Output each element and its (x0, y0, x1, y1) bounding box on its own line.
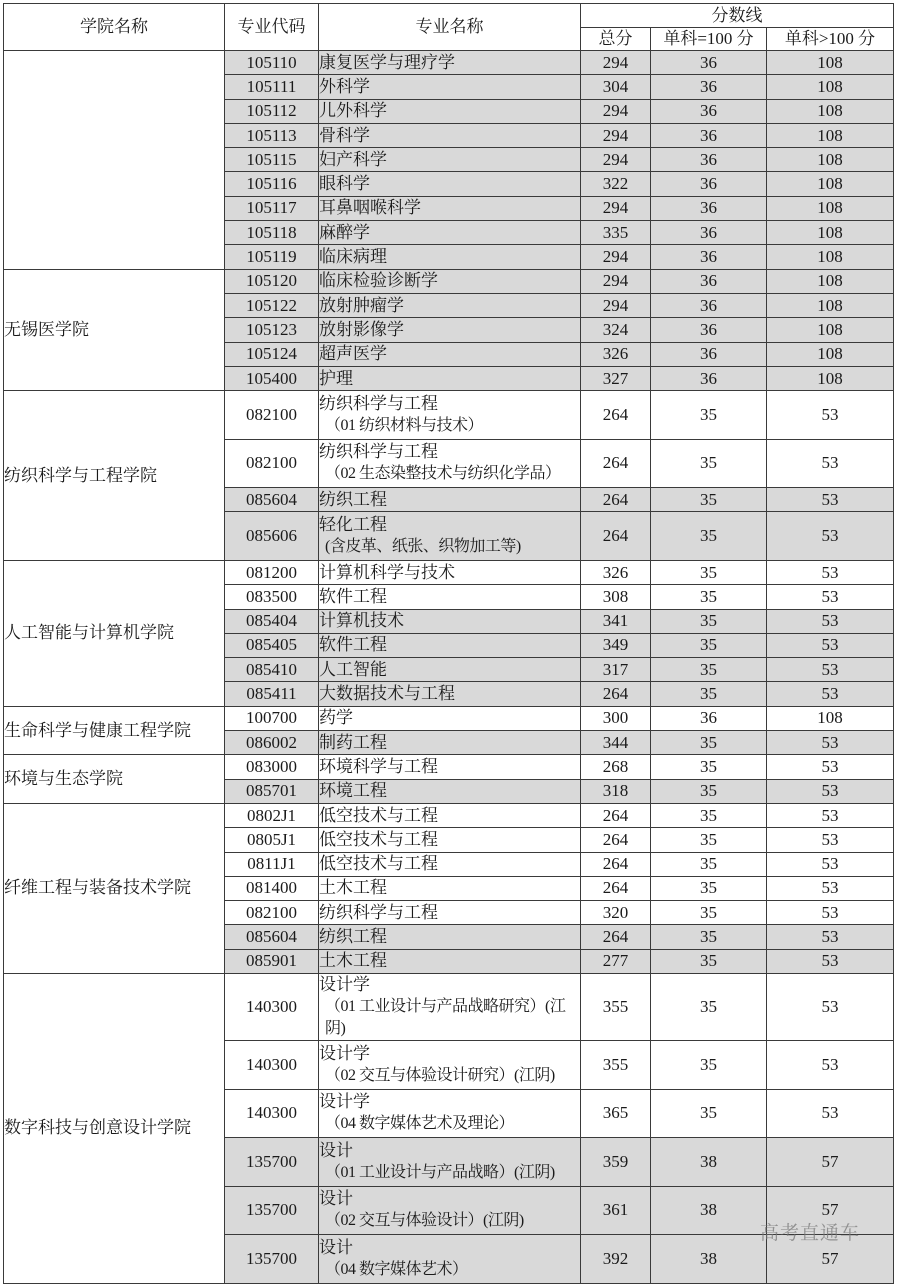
single-eq-100-cell: 36 (651, 269, 767, 293)
single-gt-100-cell: 108 (767, 148, 894, 172)
table-row (4, 974, 894, 1041)
total-score-cell: 294 (581, 293, 651, 317)
header-single-gt-100: 单科>100 分 (767, 28, 894, 51)
total-score-cell: 349 (581, 633, 651, 657)
major-name-cell: 纺织工程 (319, 925, 581, 949)
total-score-cell: 264 (581, 925, 651, 949)
single-gt-100-cell: 53 (767, 488, 894, 512)
major-name-cell (319, 1041, 581, 1090)
total-score-cell: 294 (581, 148, 651, 172)
total-score-cell: 268 (581, 755, 651, 779)
single-gt-100-cell: 53 (767, 1041, 894, 1090)
single-eq-100-cell: 35 (651, 901, 767, 925)
college-name-cell: 无锡医学院 (4, 269, 225, 390)
single-eq-100-cell: 35 (651, 658, 767, 682)
table-row (4, 706, 894, 730)
major-name: 纺织科学与工程 (319, 393, 438, 413)
major-name-cell: 制药工程 (319, 731, 581, 755)
major-name: 纺织科学与工程 (319, 442, 438, 462)
total-score-cell: 327 (581, 366, 651, 390)
single-gt-100-cell: 57 (767, 1186, 894, 1235)
major-code-cell: 085606 (225, 512, 319, 561)
major-code-cell: 105110 (225, 51, 319, 75)
total-score-cell: 355 (581, 974, 651, 1041)
major-code-cell: 085604 (225, 488, 319, 512)
major-name-cell (319, 1186, 581, 1235)
major-name-cell: 土木工程 (319, 949, 581, 973)
major-code-cell: 081200 (225, 560, 319, 584)
single-eq-100-cell: 35 (651, 974, 767, 1041)
single-gt-100-cell: 57 (767, 1235, 894, 1284)
major-code-cell: 083500 (225, 585, 319, 609)
single-eq-100-cell: 35 (651, 755, 767, 779)
major-name-cell (319, 439, 581, 488)
single-gt-100-cell: 108 (767, 245, 894, 269)
single-eq-100-cell: 36 (651, 221, 767, 245)
single-eq-100-cell: 36 (651, 99, 767, 123)
major-code-cell: 082100 (225, 391, 319, 440)
total-score-cell: 264 (581, 803, 651, 827)
total-score-cell: 264 (581, 876, 651, 900)
total-score-cell: 300 (581, 706, 651, 730)
total-score-cell: 365 (581, 1089, 651, 1138)
major-name-cell: 大数据技术与工程 (319, 682, 581, 706)
major-name-cell: 康复医学与理疗学 (319, 51, 581, 75)
single-eq-100-cell: 35 (651, 779, 767, 803)
major-code-cell: 085410 (225, 658, 319, 682)
major-name-cell: 临床病理 (319, 245, 581, 269)
total-score-cell: 264 (581, 391, 651, 440)
single-gt-100-cell: 53 (767, 901, 894, 925)
score-line-table (3, 3, 894, 1284)
major-code-cell: 105117 (225, 196, 319, 220)
single-gt-100-cell: 108 (767, 342, 894, 366)
major-direction: (含皮革、纸张、织物加工等) (325, 538, 521, 556)
single-gt-100-cell: 53 (767, 682, 894, 706)
total-score-cell: 294 (581, 245, 651, 269)
college-name-cell: 人工智能与计算机学院 (4, 560, 225, 706)
single-gt-100-cell: 53 (767, 560, 894, 584)
single-gt-100-cell: 53 (767, 925, 894, 949)
total-score-cell: 294 (581, 99, 651, 123)
major-direction: （02 交互与体验设计研究）(江阴) (325, 1066, 555, 1084)
total-score-cell: 322 (581, 172, 651, 196)
major-name-cell: 人工智能 (319, 658, 581, 682)
major-name-cell (319, 1138, 581, 1187)
total-score-cell: 341 (581, 609, 651, 633)
major-name-cell: 低空技术与工程 (319, 803, 581, 827)
single-gt-100-cell: 53 (767, 852, 894, 876)
single-gt-100-cell: 53 (767, 512, 894, 561)
major-code-cell: 105122 (225, 293, 319, 317)
college-name-cell (4, 51, 225, 270)
single-eq-100-cell: 36 (651, 123, 767, 147)
single-gt-100-cell: 108 (767, 75, 894, 99)
major-code-cell: 140300 (225, 974, 319, 1041)
major-name-cell: 放射影像学 (319, 318, 581, 342)
major-code-cell: 085404 (225, 609, 319, 633)
major-name-cell (319, 974, 581, 1041)
major-code-cell: 105119 (225, 245, 319, 269)
total-score-cell: 326 (581, 342, 651, 366)
college-name-cell: 纤维工程与装备技术学院 (4, 803, 225, 973)
major-direction: （01 工业设计与产品战略研究）(江阴) (325, 998, 566, 1037)
single-gt-100-cell: 53 (767, 658, 894, 682)
total-score-cell: 308 (581, 585, 651, 609)
major-name-cell: 骨科学 (319, 123, 581, 147)
major-name-cell: 儿外科学 (319, 99, 581, 123)
single-eq-100-cell: 35 (651, 803, 767, 827)
single-eq-100-cell: 36 (651, 245, 767, 269)
major-code-cell: 140300 (225, 1041, 319, 1090)
single-eq-100-cell: 35 (651, 1089, 767, 1138)
major-name: 设计 (319, 1237, 353, 1257)
total-score-cell: 392 (581, 1235, 651, 1284)
major-name-cell: 软件工程 (319, 633, 581, 657)
major-code-cell: 105120 (225, 269, 319, 293)
college-name-cell: 生命科学与健康工程学院 (4, 706, 225, 755)
single-gt-100-cell: 53 (767, 949, 894, 973)
total-score-cell: 264 (581, 512, 651, 561)
major-code-cell: 135700 (225, 1235, 319, 1284)
major-name-cell: 环境工程 (319, 779, 581, 803)
header-major-name: 专业名称 (319, 4, 581, 51)
total-score-cell: 359 (581, 1138, 651, 1187)
header-score-line: 分数线 (581, 4, 894, 28)
single-gt-100-cell: 53 (767, 828, 894, 852)
single-eq-100-cell: 35 (651, 560, 767, 584)
single-eq-100-cell: 35 (651, 949, 767, 973)
total-score-cell: 294 (581, 123, 651, 147)
total-score-cell: 318 (581, 779, 651, 803)
major-direction: （01 纺织材料与技术） (325, 416, 484, 434)
major-name-cell (319, 512, 581, 561)
total-score-cell: 320 (581, 901, 651, 925)
single-eq-100-cell: 36 (651, 196, 767, 220)
single-gt-100-cell: 108 (767, 293, 894, 317)
single-eq-100-cell: 35 (651, 585, 767, 609)
total-score-cell: 277 (581, 949, 651, 973)
major-code-cell: 135700 (225, 1186, 319, 1235)
major-code-cell: 086002 (225, 731, 319, 755)
total-score-cell: 294 (581, 269, 651, 293)
single-gt-100-cell: 108 (767, 318, 894, 342)
single-gt-100-cell: 53 (767, 439, 894, 488)
single-gt-100-cell: 53 (767, 609, 894, 633)
single-gt-100-cell: 108 (767, 706, 894, 730)
header-major-code: 专业代码 (225, 4, 319, 51)
major-code-cell: 085405 (225, 633, 319, 657)
single-eq-100-cell: 35 (651, 391, 767, 440)
major-code-cell: 085701 (225, 779, 319, 803)
major-direction: （04 数字媒体艺术） (325, 1260, 468, 1278)
single-eq-100-cell: 36 (651, 148, 767, 172)
total-score-cell: 264 (581, 439, 651, 488)
total-score-cell: 264 (581, 682, 651, 706)
single-gt-100-cell: 53 (767, 633, 894, 657)
major-name-cell: 软件工程 (319, 585, 581, 609)
major-name-cell: 超声医学 (319, 342, 581, 366)
major-direction: （04 数字媒体艺术及理论） (325, 1115, 515, 1133)
single-eq-100-cell: 35 (651, 876, 767, 900)
single-gt-100-cell: 108 (767, 51, 894, 75)
single-gt-100-cell: 108 (767, 221, 894, 245)
major-name-cell: 纺织科学与工程 (319, 901, 581, 925)
major-name-cell: 耳鼻咽喉科学 (319, 196, 581, 220)
major-name-cell: 环境科学与工程 (319, 755, 581, 779)
table-row (4, 51, 894, 75)
major-code-cell: 083000 (225, 755, 319, 779)
college-name-cell: 纺织科学与工程学院 (4, 391, 225, 561)
single-eq-100-cell: 35 (651, 512, 767, 561)
single-eq-100-cell: 35 (651, 682, 767, 706)
single-gt-100-cell: 108 (767, 123, 894, 147)
single-eq-100-cell: 35 (651, 731, 767, 755)
total-score-cell: 335 (581, 221, 651, 245)
single-gt-100-cell: 53 (767, 755, 894, 779)
single-gt-100-cell: 53 (767, 779, 894, 803)
single-eq-100-cell: 35 (651, 633, 767, 657)
total-score-cell: 317 (581, 658, 651, 682)
single-eq-100-cell: 36 (651, 366, 767, 390)
single-eq-100-cell: 35 (651, 852, 767, 876)
major-name-cell: 纺织工程 (319, 488, 581, 512)
major-name-cell: 计算机科学与技术 (319, 560, 581, 584)
table-row (4, 391, 894, 440)
major-code-cell: 140300 (225, 1089, 319, 1138)
header-single-eq-100: 单科=100 分 (651, 28, 767, 51)
single-gt-100-cell: 53 (767, 876, 894, 900)
header-college: 学院名称 (4, 4, 225, 51)
major-direction: （01 工业设计与产品战略）(江阴) (325, 1163, 555, 1181)
major-name: 设计 (319, 1140, 353, 1160)
single-eq-100-cell: 36 (651, 318, 767, 342)
single-eq-100-cell: 38 (651, 1138, 767, 1187)
single-gt-100-cell: 108 (767, 99, 894, 123)
major-name: 设计学 (319, 975, 370, 994)
major-name-cell: 妇产科学 (319, 148, 581, 172)
single-gt-100-cell: 53 (767, 585, 894, 609)
total-score-cell: 355 (581, 1041, 651, 1090)
major-code-cell: 105123 (225, 318, 319, 342)
single-eq-100-cell: 35 (651, 488, 767, 512)
major-name-cell: 药学 (319, 706, 581, 730)
major-name: 设计学 (319, 1092, 370, 1112)
major-code-cell: 085604 (225, 925, 319, 949)
major-code-cell: 105112 (225, 99, 319, 123)
major-name-cell (319, 1235, 581, 1284)
major-name: 设计学 (319, 1043, 370, 1063)
major-code-cell: 105116 (225, 172, 319, 196)
major-code-cell: 100700 (225, 706, 319, 730)
single-eq-100-cell: 36 (651, 75, 767, 99)
total-score-cell: 294 (581, 51, 651, 75)
single-eq-100-cell: 38 (651, 1186, 767, 1235)
major-name: 轻化工程 (319, 515, 387, 535)
single-gt-100-cell: 108 (767, 172, 894, 196)
watermark: 高考直通车 (760, 1222, 861, 1244)
major-direction: （02 交互与体验设计）(江阴) (325, 1212, 524, 1230)
total-score-cell: 344 (581, 731, 651, 755)
major-name-cell: 外科学 (319, 75, 581, 99)
major-code-cell: 105400 (225, 366, 319, 390)
college-name-cell: 环境与生态学院 (4, 755, 225, 804)
total-score-cell: 264 (581, 488, 651, 512)
table-row (4, 803, 894, 827)
single-eq-100-cell: 35 (651, 1041, 767, 1090)
major-code-cell: 081400 (225, 876, 319, 900)
major-name-cell: 临床检验诊断学 (319, 269, 581, 293)
major-code-cell: 105115 (225, 148, 319, 172)
total-score-cell: 324 (581, 318, 651, 342)
total-score-cell: 361 (581, 1186, 651, 1235)
single-gt-100-cell: 53 (767, 731, 894, 755)
major-code-cell: 105118 (225, 221, 319, 245)
table-row (4, 560, 894, 584)
table-row (4, 269, 894, 293)
single-eq-100-cell: 36 (651, 706, 767, 730)
single-eq-100-cell: 35 (651, 609, 767, 633)
single-eq-100-cell: 36 (651, 293, 767, 317)
table-row (4, 755, 894, 779)
major-name-cell: 放射肿瘤学 (319, 293, 581, 317)
single-gt-100-cell: 53 (767, 974, 894, 1041)
total-score-cell: 326 (581, 560, 651, 584)
single-gt-100-cell: 53 (767, 803, 894, 827)
total-score-cell: 304 (581, 75, 651, 99)
major-name-cell (319, 391, 581, 440)
single-eq-100-cell: 38 (651, 1235, 767, 1284)
single-gt-100-cell: 108 (767, 269, 894, 293)
major-code-cell: 105111 (225, 75, 319, 99)
major-code-cell: 085901 (225, 949, 319, 973)
major-name-cell (319, 1089, 581, 1138)
major-name-cell: 低空技术与工程 (319, 852, 581, 876)
single-eq-100-cell: 35 (651, 828, 767, 852)
major-name: 设计 (319, 1189, 353, 1209)
major-code-cell: 105113 (225, 123, 319, 147)
single-eq-100-cell: 35 (651, 925, 767, 949)
major-name-cell: 低空技术与工程 (319, 828, 581, 852)
table-body (4, 51, 894, 1284)
single-eq-100-cell: 36 (651, 51, 767, 75)
major-code-cell: 135700 (225, 1138, 319, 1187)
header-total-score: 总分 (581, 28, 651, 51)
single-gt-100-cell: 108 (767, 366, 894, 390)
major-code-cell: 0811J1 (225, 852, 319, 876)
major-direction: （02 生态染整技术与纺织化学品） (325, 465, 561, 483)
single-eq-100-cell: 36 (651, 342, 767, 366)
major-code-cell: 085411 (225, 682, 319, 706)
total-score-cell: 264 (581, 828, 651, 852)
major-name-cell: 护理 (319, 366, 581, 390)
single-eq-100-cell: 35 (651, 439, 767, 488)
major-code-cell: 082100 (225, 439, 319, 488)
major-name-cell: 麻醉学 (319, 221, 581, 245)
single-gt-100-cell: 57 (767, 1138, 894, 1187)
major-name-cell: 眼科学 (319, 172, 581, 196)
major-code-cell: 082100 (225, 901, 319, 925)
single-eq-100-cell: 36 (651, 172, 767, 196)
total-score-cell: 294 (581, 196, 651, 220)
major-code-cell: 0805J1 (225, 828, 319, 852)
single-gt-100-cell: 108 (767, 196, 894, 220)
single-gt-100-cell: 53 (767, 1089, 894, 1138)
major-name-cell: 土木工程 (319, 876, 581, 900)
major-name-cell: 计算机技术 (319, 609, 581, 633)
total-score-cell: 264 (581, 852, 651, 876)
college-name-cell: 数字科技与创意设计学院 (4, 974, 225, 1284)
major-code-cell: 0802J1 (225, 803, 319, 827)
major-code-cell: 105124 (225, 342, 319, 366)
single-gt-100-cell: 53 (767, 391, 894, 440)
